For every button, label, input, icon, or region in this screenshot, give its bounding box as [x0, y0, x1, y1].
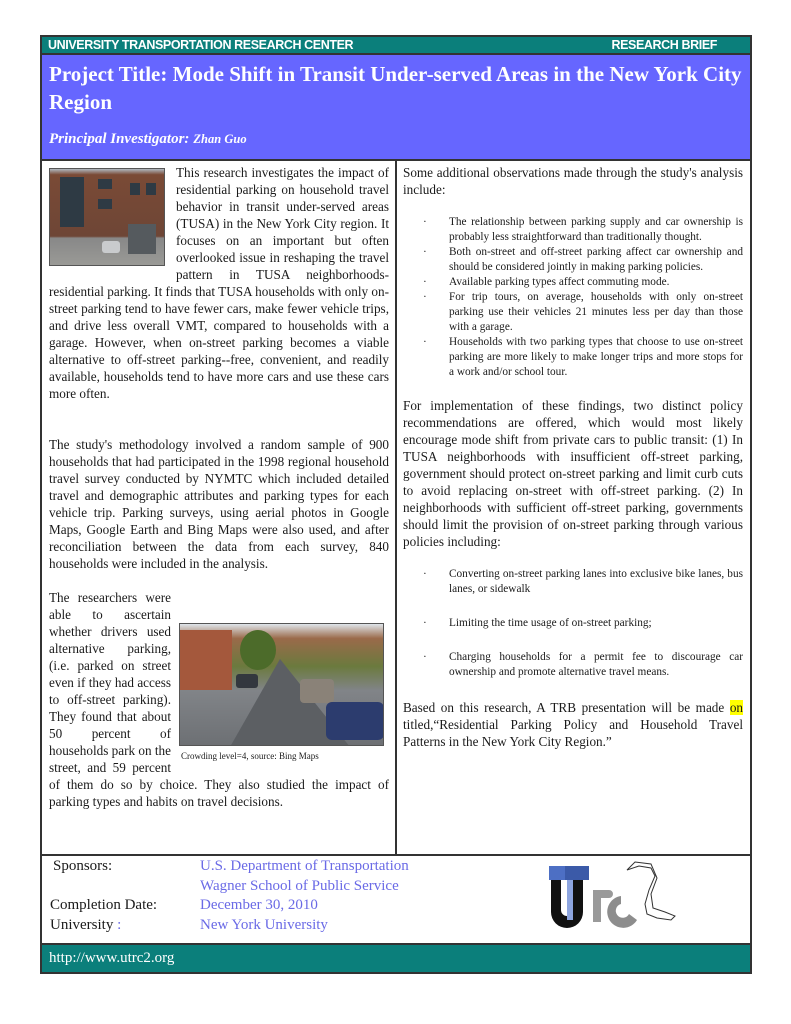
list-item: · Households with two parking types that choose to use on-street parking are more likely to make longer trips and more stops for a work and/or school tour. — [423, 336, 743, 378]
list-item: · The relationship between parking supply and car ownership is probably less straightforward than traditionally thought. — [423, 216, 743, 243]
title-box — [42, 55, 750, 161]
photo-car — [102, 241, 120, 253]
photo-car — [236, 674, 258, 688]
sponsor-dot: U.S. Department of Transportation — [200, 858, 409, 874]
university-name: New York University — [200, 916, 328, 933]
observations-list — [403, 215, 743, 380]
building-photo — [49, 168, 165, 266]
findings-block — [49, 589, 389, 810]
sponsor-wagner: Wagner School of Public Service — [200, 877, 399, 894]
photo-garage-door — [128, 224, 156, 254]
info-labels — [50, 857, 157, 935]
top-banner — [42, 37, 750, 55]
pi-label: Principal Investigator: — [49, 131, 190, 147]
highlighted-text: on — [729, 700, 743, 715]
methodology-paragraph: The study's methodology involved a random sample of 900 households that had participated in the 1998 regional household travel survey conducted by NYMTC which included detailed travel and demographic attributes and parking types for each vehicle trip. Parking surveys, using aerial photos in Google Maps, Google Earth and Bing Maps were also used, and after reconciliation between the data from each survey, 840 households were included in the analysis. — [49, 437, 389, 571]
principal-investigator — [49, 131, 247, 148]
list-item: · Both on-street and off-street parking affect car ownership and should be considered jointly in making parking policies. — [423, 246, 743, 273]
list-item: · Limiting the time usage of on-street parking; — [423, 617, 652, 629]
utrc-logo-icon — [547, 860, 689, 930]
list-item: · Available parking types affect commuting mode. — [423, 276, 670, 288]
info-values — [200, 857, 409, 935]
photo-window — [60, 177, 84, 227]
policy-intro: For implementation of these findings, two distinct policy recommendations are offered, which would most likely encourage mode shift from private cars to public transit: (1) In TUSA neighborhoods with insufficient off-street parking, government should protect on-street parking and limit curb cuts to avoid replacing on-street with off-street parking. (2) In neighborhoods with sufficient off-street parking, governments should limit the provision of on-street parking through various policies including: — [403, 398, 743, 549]
pi-name: Zhan Guo — [193, 132, 247, 146]
photo-building — [180, 630, 232, 690]
photo-window — [130, 183, 140, 195]
observations-intro: Some additional observations made through the study's analysis include: — [403, 165, 743, 197]
bullet-icon: · — [423, 216, 427, 228]
bullet-icon: · — [423, 246, 427, 258]
bullet-icon: · — [423, 568, 427, 580]
intro-paragraph: This research investigates the impact of residential parking on household travel behavior in transit under-served areas (TUSA) in the New York City region. It focuses on an important but often overlooked issue in reshaping the travel pattern in TUSA neighborhoods- residential parking. It finds that TUSA households with only on-street parking tend to have fewer cars, make fewer vehicle trips, and drive less overall VMT, compared to households with a garage. However, when on-street parking becomes a viable alternative to off-street parking--free, convenient, and readily available, households tend to have more cars and use these cars more often. — [49, 165, 389, 401]
sponsors-label: Sponsors: — [53, 858, 113, 874]
findings-paragraph: The researchers were able to ascertain whether drivers used alternative parking, (i.e. parked on street even if they had access to off-street parking). They found that about 50 percent of households park on the street, and 59 percent of them do so by choice. They also studied the impact of parking types and habits on travel decisions. — [49, 590, 389, 809]
university-label: University : — [50, 916, 122, 933]
research-brief-page — [40, 35, 752, 974]
completion-label: Completion Date: — [50, 897, 158, 913]
photo-window — [98, 199, 112, 209]
policy-list — [403, 567, 743, 680]
spacer — [50, 877, 157, 897]
left-column — [42, 161, 397, 854]
website-link[interactable]: http://www.utrc2.org — [49, 950, 175, 966]
street-photo — [179, 623, 384, 746]
completion-date: December 30, 2010 — [200, 897, 318, 913]
doc-type-label: RESEARCH BRIEF — [611, 38, 717, 52]
footer-url-bar — [42, 943, 750, 972]
right-column — [397, 161, 750, 854]
photo-window — [98, 179, 112, 189]
bullet-icon: · — [423, 336, 427, 348]
list-item: · For trip tours, on average, households with only on-street parking use their vehicles 21 minutes less per day than those with a garage. — [423, 291, 743, 333]
photo-car — [326, 702, 384, 740]
bullet-icon: · — [423, 276, 427, 288]
bullet-icon: · — [423, 617, 427, 629]
list-item: · Charging households for a permit fee to discourage car ownership and promote alternative travel means. — [423, 651, 743, 678]
street-photo-figure — [179, 623, 388, 762]
bullet-icon: · — [423, 291, 427, 303]
project-info-footer — [42, 854, 750, 943]
closing-paragraph: Based on this research, A TRB presentation will be made on titled,“Residential Parking Policy and Household Travel Patterns in the New York City Region.” — [403, 700, 743, 749]
photo-window — [146, 183, 156, 195]
org-name: UNIVERSITY TRANSPORTATION RESEARCH CENTER — [48, 38, 354, 52]
project-title: Project Title: Mode Shift in Transit Under-served Areas in the New York City Region — [49, 62, 742, 114]
bullet-icon: · — [423, 651, 427, 663]
list-item: · Converting on-street parking lanes into exclusive bike lanes, bus lanes, or sidewalk — [423, 568, 743, 595]
photo-car — [300, 679, 334, 703]
photo-caption: Crowding level=4, source: Bing Maps — [181, 751, 319, 761]
